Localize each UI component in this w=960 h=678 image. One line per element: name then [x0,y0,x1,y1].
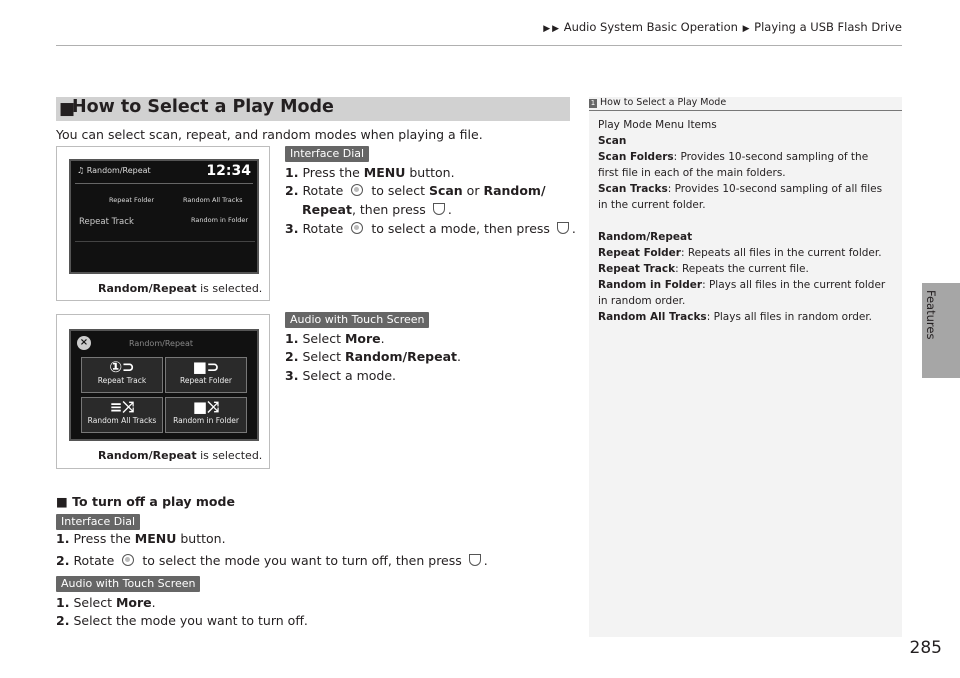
reference-marker-icon: 1 [590,99,596,107]
turnoff-touch-step-1: 1. Select More. [56,595,156,610]
turnoff-dial-step-1: 1. Press the MENU button. [56,531,226,546]
interface-dial-tag: Interface Dial [285,146,369,162]
section-title: How to Select a Play Mode [72,97,334,117]
arrow-icon: ▶ [742,24,750,34]
turnoff-touch-step-2: 2. Select the mode you want to turn off. [56,613,308,628]
dial-icon [351,184,363,196]
item-repeat-folder: Repeat Folder [109,196,155,204]
push-icon [433,203,445,215]
touch-step-2: 2. Select Random/Repeat. [285,349,461,364]
header-rule [56,45,902,46]
shuffle-folder-icon: ■⤨ [192,398,220,416]
figure-touch-screen [56,314,270,469]
turn-off-heading: ■ To turn off a play mode [56,494,235,509]
tile-random-all: ≡⤨ Random All Tracks [81,397,163,433]
sidebar-title: 1 How to Select a Play Mode [590,97,727,108]
item-repeat-track: Repeat Track [79,217,134,227]
item-random-all: Random All Tracks [183,196,243,204]
side-tab-label: Features [924,290,938,340]
music-note-icon: ♫ [77,166,85,175]
section-heading [56,97,570,121]
push-icon [557,222,569,234]
figure1-caption: Random/Repeat is selected. [98,282,263,295]
touch-step-1: 1. Select More. [285,331,385,346]
interface-dial-tag-2: Interface Dial [56,514,140,530]
close-icon: × [77,336,91,350]
touch-screen [69,329,259,441]
figure2-caption: Random/Repeat is selected. [98,449,263,462]
dial-icon [351,222,363,234]
screen-bottom [75,241,255,265]
screen [69,159,259,274]
tile-random-in-folder: ■⤨ Random in Folder [165,397,247,433]
touch-screen-title: Random/Repeat [129,339,193,348]
screen-divider [75,183,253,184]
section-marker: ■ [59,99,76,119]
turnoff-dial-step-2: 2. Rotate to select the mode you want to turn off, then press . [56,553,488,568]
item-random-in-folder: Random in Folder [191,216,249,224]
breadcrumb [542,20,902,34]
page-number: 285 [909,638,942,658]
dial-step-1: 1. Press the MENU button. [285,165,455,180]
dial-step-2-cont: Repeat, then press . [302,202,452,217]
breadcrumb-part2: Playing a USB Flash Drive [754,20,902,34]
dial-icon [122,554,134,566]
dial-step-2: 2. Rotate to select Scan or Random/ [285,183,546,198]
touch-screen-tag: Audio with Touch Screen [285,312,429,328]
sidebar-content: Play Mode Menu Items Scan Scan Folders: Provides 10-second sampling of the first file in each of the main folders. Scan Tracks: Provides 10-second sampling of all files in the current folder. Random/Repeat Repeat Folder: Repeats all files in the current folder. Repeat Track: Repeats the current file. Random in Folder: Plays all files in the current folder in random order. Random All Tracks: Plays all files in random order. [598,119,886,323]
repeat-one-icon: ①⊃ [109,358,135,376]
tile-repeat-track: ①⊃ Repeat Track [81,357,163,393]
touch-step-3: 3. Select a mode. [285,368,397,383]
intro-text: You can select scan, repeat, and random modes when playing a file. [56,127,483,142]
arrow-icon: ▶ [552,24,560,34]
screen-title: ♫ Random/Repeat [77,166,151,175]
touch-screen-tag-2: Audio with Touch Screen [56,576,200,592]
figure-dial-screen [56,146,270,301]
clock: 12:34 [206,163,251,179]
dial-step-3: 3. Rotate to select a mode, then press . [285,221,576,236]
push-icon [469,554,481,566]
tile-repeat-folder: ■⊃ Repeat Folder [165,357,247,393]
repeat-folder-icon: ■⊃ [192,358,220,376]
breadcrumb-part1: Audio System Basic Operation [563,20,738,34]
sidebar-title-row [589,97,902,111]
shuffle-icon: ≡⤨ [109,398,135,416]
arrow-icon: ▶ [543,24,551,34]
